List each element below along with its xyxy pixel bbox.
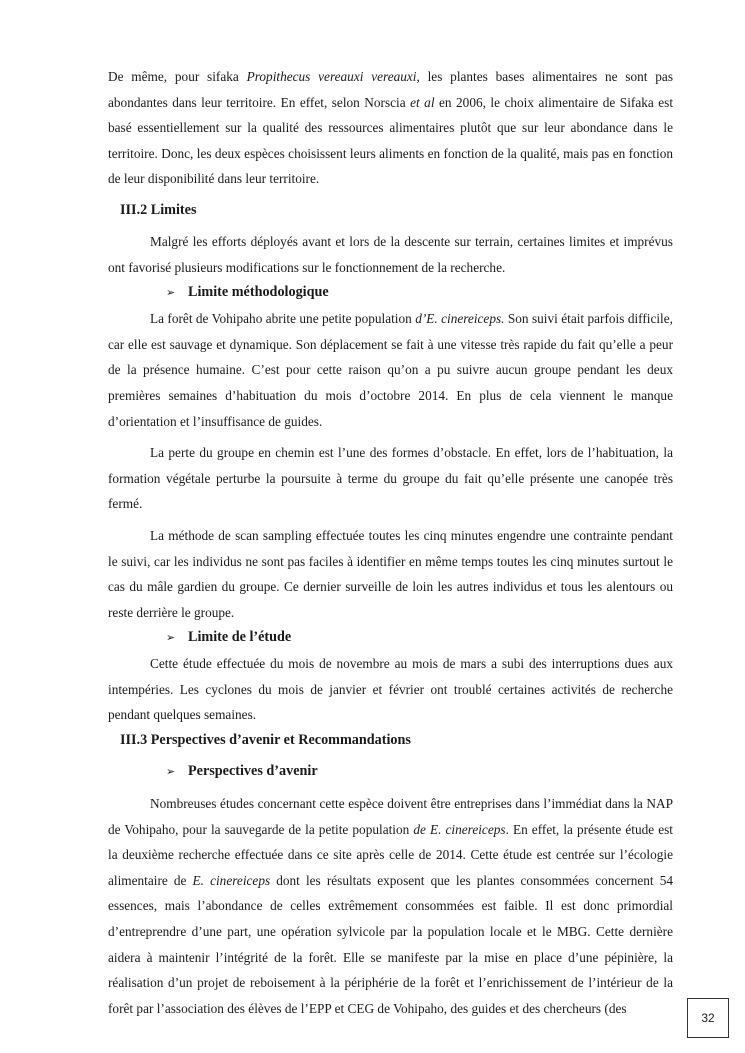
arrow-bullet-icon: ➢ <box>166 287 176 300</box>
page-number: 32 <box>687 998 729 1038</box>
arrow-bullet-icon: ➢ <box>166 632 176 645</box>
species-name: de E. cinereiceps <box>413 821 506 837</box>
paragraph-sifaka: De même, pour sifaka Propithecus vereauxi vereauxi, les plantes bases alimentaires ne sont pas abondantes dans leur territoire. En effet, selon Norscia et al en 2006, le choix alimentaire de Sifaka est basé essentiellement sur la qualité des ressources alimentaires plutôt que sur leur abondance dans le territoire. Donc, les deux espèces choisissent leurs aliments en fonction de la qualité, mais pas en fonction de leur disponibilité dans leur territoire. <box>108 69 674 187</box>
section-heading-perspectives: III.3 Perspectives d’avenir et Recommandations <box>120 732 411 749</box>
et-al: et al <box>410 94 435 110</box>
document-page <box>108 64 673 1021</box>
paragraph-etude: Cette étude effectuée du mois de novembre au mois de mars a subi des interruptions dues aux intempéries. Les cyclones du mois de janvier et février ont troublé certaines activités de recherche pendant quelques semaines. <box>108 656 673 723</box>
paragraph-methodo-1: La forêt de Vohipaho abrite une petite population d’E. cinereiceps. Son suivi était parfois difficile, car elle est sauvage et dynamique. Son déplacement se fait à une vitesse très rapide du fait qu’elle a peur de la présence humaine. C’est pour cette raison qu’on a pu suivre aucun groupe pendant les deux premières semaines d’habituation du mois d’octobre 2014. En plus de cela viennent le manque d’orientation et l’insuffisance de guides. <box>108 311 673 429</box>
section-heading-limites: III.2 Limites <box>120 201 197 218</box>
species-name: d’E. cinereiceps. <box>415 311 505 327</box>
subheading-perspectives-avenir: ➢ Perspectives d’avenir <box>108 759 673 785</box>
subheading-limite-methodologique: ➢ Limite méthodologique <box>108 280 673 306</box>
paragraph-methodo-2: La perte du groupe en chemin est l’une des formes d’obstacle. En effet, lors de l’habituation, la formation végétale perturbe la poursuite à terme du groupe du fait qu’elle présente une canopée très fermé. <box>108 445 673 512</box>
paragraph-perspectives: Nombreuses études concernant cette espèce doivent être entreprises dans l’immédiat dans la NAP de Vohipaho, pour la sauvegarde de la petite population de E. cinereiceps. En effet, la présente étude est la deuxième recherche effectuée dans ce site après celle de 2014. Cette étude est centrée sur l’écologie alimentaire de E. cinereiceps dont les résultats exposent que les plantes consommées concernent 54 essences, mais l’abondance de celles extrêmement consommées est faible. Il est donc primordial d’entreprendre d’une part, une opération sylvicole par la population locale et le MBG. Cette dernière aidera à maintenir l’intégrité de la forêt. Elle se manifeste par la mise en place d’une pépinière, la réalisation d’un projet de reboisement à la périphérie de la forêt et l’enrichissement de l’intérieur de la forêt par l’association des élèves de l’EPP et CEG de Vohipaho, des guides et des chercheurs (des <box>108 796 673 1016</box>
subheading-limite-etude: ➢ Limite de l’étude <box>108 625 673 651</box>
species-name: E. cinereiceps <box>192 872 271 888</box>
arrow-bullet-icon: ➢ <box>166 766 176 779</box>
species-name: Propithecus vereauxi vereauxi <box>246 69 417 84</box>
paragraph-limites: Malgré les efforts déployés avant et lors de la descente sur terrain, certaines limites et imprévus ont favorisé plusieurs modifications sur le fonctionnement de la recherche. <box>108 233 673 275</box>
paragraph-methodo-3: La méthode de scan sampling effectuée toutes les cinq minutes engendre une contrainte pendant le suivi, car les individus ne sont pas faciles à identifier en même temps toutes les cinq minutes surtout le cas du mâle gardien du groupe. Ce dernier surveille de loin les autres individus et tous les alentours ou reste derrière le groupe. <box>108 527 673 620</box>
